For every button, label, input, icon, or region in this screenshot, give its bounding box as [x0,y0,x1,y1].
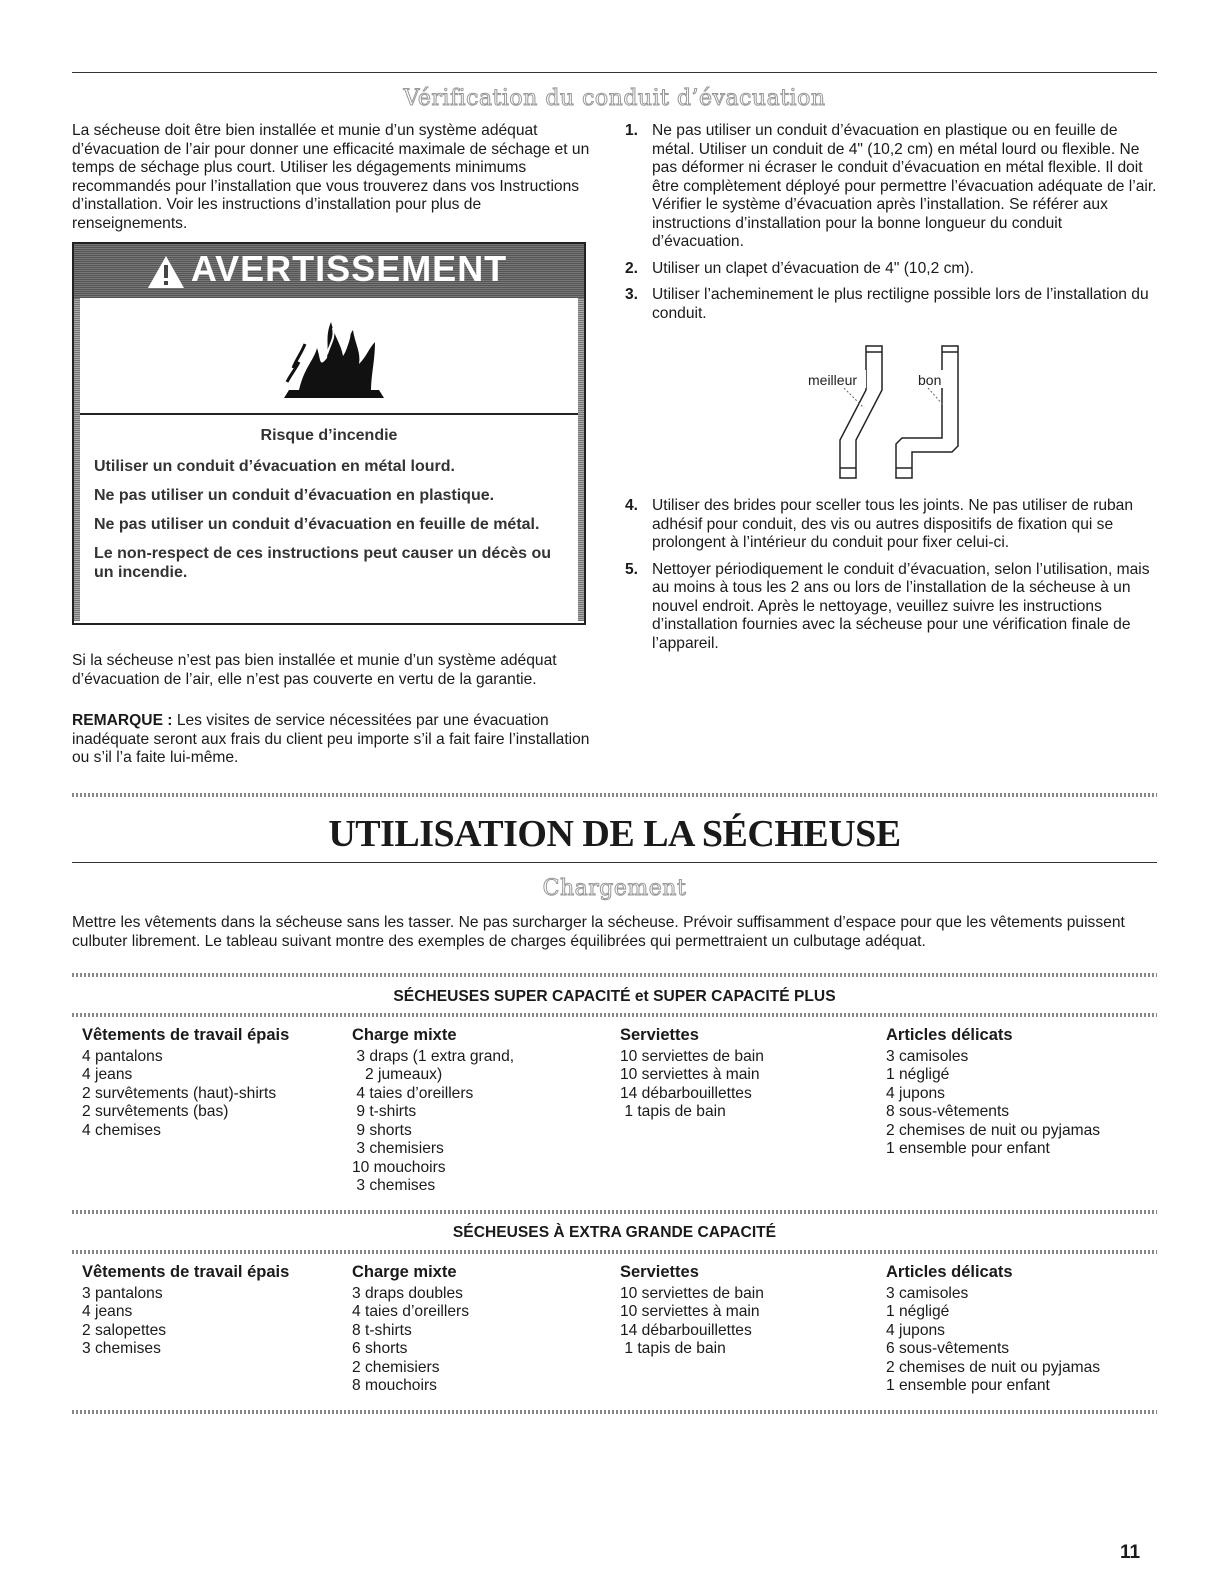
table2-bottom-rule [72,1410,1157,1414]
table-cell: 2 chemises de nuit ou pyjamas [886,1121,1101,1139]
step-text: Utiliser un clapet d’évacuation de 4" (10,2 cm). [652,259,974,277]
table-cell: 2 chemisiers [352,1358,440,1376]
step-number: 2. [625,259,639,277]
column-header: Charge mixte [352,1263,457,1281]
table2-head-rule [72,1250,1157,1254]
table-cell: 8 mouchoirs [352,1377,437,1394]
vent-steps-a [617,122,1157,331]
column-header: Articles délicats [886,1026,1013,1044]
table1-col-workwear [82,1026,289,1140]
loading-intro: Mettre les vêtements dans la sécheuse sans les tasser. Ne pas surcharger la sécheuse. Prévoir suffisamment d’espace pour que les vêtements puissent culbuter librement. Le tableau suivant montre des exemples de charges équilibrées qui permettraient un culbutage adéquat. [72,914,1125,950]
note-label: REMARQUE : [72,712,173,729]
table-cell: 4 jupons [886,1321,945,1339]
table-cell: 9 shorts [352,1121,412,1139]
step-item [617,497,1157,553]
warning-box [72,242,586,625]
warning-line: Ne pas utiliser un conduit d’évacuation en plastique. [94,487,495,504]
warning-header [74,244,584,298]
column-header: Serviettes [620,1026,699,1044]
table-cell: 1 tapis de bain [620,1103,726,1120]
vent-intro: La sécheuse doit être bien installée et munie d’un système adéquat d’évacuation de l’air pour donner une efficacité maximale de séchage et un temps de séchage plus court. Utiliser les dégagements minimums recommandés pour l’installation que vous trouverez dans vos Instructions d’installation. Voir les instructions d’installation pour plus de renseignements. [72,122,590,232]
step-item [617,286,1157,323]
fire-icon [279,308,389,403]
table1-col-mixed [352,1026,514,1196]
table-cell: 1 négligé [886,1066,950,1083]
table-cell: 1 ensemble pour enfant [886,1377,1050,1394]
warning-side-right-lower [578,413,584,621]
warning-title: AVERTISSEMENT [190,248,508,289]
table-cell: 2 salopettes [82,1321,167,1339]
table-cell: 3 draps doubles [352,1284,463,1302]
warning-side-left-lower [74,413,80,621]
table2-col-mixed [352,1263,469,1396]
column-header: Charge mixte [352,1026,457,1044]
table-cell: 4 taies d’oreillers [352,1303,470,1320]
step-item [617,122,1157,252]
table-cell: 4 pantalons [82,1047,163,1065]
table-cell: 1 négligé [886,1303,950,1320]
table-cell: 6 sous-vêtements [886,1340,1010,1357]
warning-risk: Risque d’incendie [260,427,398,444]
vent-steps-b [617,497,1157,661]
table-cell: 3 chemises [82,1340,161,1357]
table-cell: 4 jeans [82,1303,133,1320]
note-text: Les visites de service nécessitées par une évacuation inadéquate seront aux frais du client peu importe s’il a fait faire l’installation ou s’il l’a faite lui-même. [72,712,590,766]
table1-col-delicates [886,1026,1100,1159]
table-cell: 1 tapis de bain [620,1340,726,1357]
table2-heading: SÉCHEUSES À EXTRA GRANDE CAPACITÉ [452,1224,777,1241]
note-paragraph [72,712,592,768]
table-cell: 8 sous-vêtements [886,1103,1010,1120]
table-cell: 3 draps (1 extra grand, [352,1047,515,1065]
step-text: Utiliser l’acheminement le plus rectiligne possible lors de l’installation du conduit. [652,286,1149,322]
table-cell: 3 chemises [352,1177,436,1194]
table-cell: 14 débarbouillettes [620,1084,752,1102]
table-cell: 3 chemisiers [352,1140,444,1157]
table-cell: 8 t-shirts [352,1321,412,1339]
column-header: Articles délicats [886,1263,1013,1281]
table-cell: 10 serviettes de bain [620,1047,764,1065]
column-header: Serviettes [620,1263,699,1281]
table-cell: 2 jumeaux) [352,1066,443,1083]
table1-col-towels [620,1026,764,1122]
warning-icon-area [74,298,584,415]
table-cell: 6 shorts [352,1340,408,1357]
table-cell: 3 pantalons [82,1284,163,1302]
table-cell: 4 chemises [82,1121,161,1139]
step-text: Utiliser des brides pour sceller tous les joints. Ne pas utiliser de ruban adhésif pour conduit, des vis ou autres dispositifs de fixation qui se prolongent à l’intérieur du conduit pour fixer celui-ci. [652,497,1134,551]
step-number: 1. [625,122,639,139]
table-cell: 1 ensemble pour enfant [886,1140,1050,1157]
warning-line: Le non-respect de ces instructions peut causer un décès ou un incendie. [94,545,552,581]
table-cell: 9 t-shirts [352,1103,417,1120]
loading-title: Chargement [542,876,687,901]
step-text: Ne pas utiliser un conduit d’évacuation en plastique ou en feuille de métal. Utiliser un conduit de 4" (10,2 cm) en métal lourd ou flexible. Ne pas déformer ni écraser le conduit d’évacuation en métal flexible. Il doit être complètement déployé pour permettre l’évacuation adéquate de l’air. Vérifier le système d’évacuation après l’installation. Se référer aux instructions d’installation pour la bonne longueur du conduit d’évacuation. [652,122,1157,250]
top-rule [72,72,1157,73]
manual-page [72,0,1157,1585]
step-item [617,561,1157,654]
table-cell: 2 chemises de nuit ou pyjamas [886,1358,1101,1376]
table1-top-rule [72,973,1157,977]
table-cell: 3 camisoles [886,1284,969,1302]
table-cell: 4 jeans [82,1066,133,1083]
table-cell: 10 mouchoirs [352,1158,446,1176]
warning-line: Utiliser un conduit d’évacuation en métal lourd. [94,458,455,475]
warning-line: Ne pas utiliser un conduit d’évacuation en feuille de métal. [94,516,540,533]
warning-side-left [74,298,80,413]
warning-side-right [578,298,584,413]
table-cell: 4 jupons [886,1084,945,1102]
step-item [617,260,1157,279]
table1-head-rule [72,1013,1157,1017]
column-header: Vêtements de travail épais [82,1263,290,1281]
step-number: 3. [625,286,639,303]
table-cell: 10 serviettes de bain [620,1284,764,1302]
table2-col-towels [620,1263,764,1359]
section-dotted-rule [72,793,1157,797]
table-cell: 10 serviettes à main [620,1303,760,1320]
step-number: 4. [625,497,639,514]
table-cell: 2 survêtements (haut)-shirts [82,1084,277,1102]
warning-text [94,426,564,592]
step-number: 5. [625,560,639,578]
step-text: Nettoyer périodiquement le conduit d’évacuation, selon l’utilisation, mais au moins à tous les 2 ans ou lors de l’installation de la sécheuse à un nouvel endroit. Après le nettoyage, veuillez suivre les instructions d’installation fournies avec la sécheuse pour une vérification finale de l’appareil. [652,560,1150,652]
table-cell: 2 survêtements (bas) [82,1103,229,1120]
table-cell: 4 taies d’oreillers [352,1084,474,1102]
page-number: 11 [1120,1542,1141,1563]
warranty-text: Si la sécheuse n’est pas bien installée et munie d’un système adéquat d’évacuation de l’air, elle n’est pas couverte en vertu de la garantie. [72,652,557,688]
vent-diagram [792,340,992,485]
column-header: Vêtements de travail épais [82,1026,290,1044]
table-cell: 10 serviettes à main [620,1066,760,1083]
table-cell: 14 débarbouillettes [620,1321,752,1339]
table2-col-workwear [82,1263,289,1359]
usage-title: UTILISATION DE LA SÉCHEUSE [328,813,901,855]
diagram-label-good: bon [918,372,942,388]
usage-rule [72,862,1157,863]
table1-heading: SÉCHEUSES SUPER CAPACITÉ et SUPER CAPACITÉ PLUS [393,988,836,1005]
table2-top-rule [72,1210,1157,1214]
table-cell: 3 camisoles [886,1047,969,1065]
table2-col-delicates [886,1263,1100,1396]
vent-check-title: Vérification du conduit d’évacuation [403,86,826,111]
diagram-label-best: meilleur [808,372,858,388]
